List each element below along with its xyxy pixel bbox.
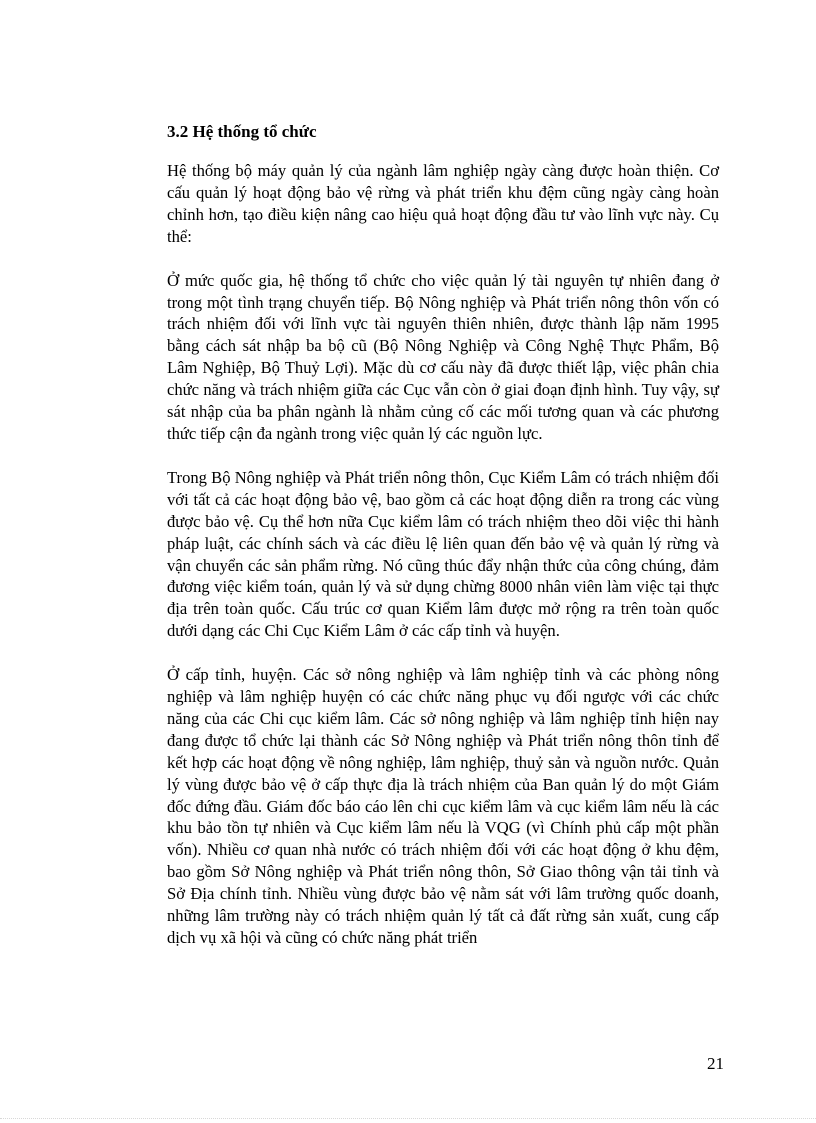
section-heading: 3.2 Hệ thống tổ chức <box>167 122 317 141</box>
document-body <box>167 118 719 949</box>
paragraph-organization-overview: Hệ thống bộ máy quản lý của ngành lâm nghiệp ngày càng được hoàn thiện. Cơ cấu quản lý hoạt động bảo vệ rừng và phát triển khu đệm cũng ngày càng hoàn chỉnh hơn, tạo điều kiện nâng cao hiệu quả hoạt động đầu tư vào lĩnh vực này. Cụ thể: <box>167 161 719 246</box>
page-number: 21 <box>707 1054 724 1073</box>
paragraph-provincial-district-level: Ở cấp tỉnh, huyện. Các sở nông nghiệp và lâm nghiệp tỉnh và các phòng nông nghiệp và lâm nghiệp huyện có các chức năng phục vụ đối ngược với các chức năng của các Chi cục kiểm lâm. Các sở nông nghiệp và lâm nghiệp tỉnh hiện nay đang được tổ chức lại thành các Sở Nông nghiệp và Phát triển nông thôn tỉnh để kết hợp các hoạt động về nông nghiệp, lâm nghiệp, thuỷ sản và nguồn nước. Quản lý vùng được bảo vệ ở cấp thực địa là trách nhiệm của Ban quản lý do một Giám đốc đứng đầu. Giám đốc báo cáo lên chi cục kiểm lâm và cục kiểm lâm nếu là các khu bảo tồn tự nhiên và Cục kiểm lâm nếu là VQG (vì Chính phủ cấp một phần vốn). Nhiều cơ quan nhà nước có trách nhiệm đối với các hoạt động ở khu đệm, bao gồm Sở Nông nghiệp và Phát triển nông thôn, Sở Giao thông vận tải tỉnh và Sở Địa chính tỉnh. Nhiều vùng được bảo vệ nằm sát với lâm trường quốc doanh, những lâm trường này có trách nhiệm quản lý tất cả đất rừng sản xuất, cung cấp dịch vụ xã hội và cũng có chức năng phát triển <box>167 665 719 947</box>
paragraph-national-level: Ở mức quốc gia, hệ thống tổ chức cho việc quản lý tài nguyên tự nhiên đang ở trong một tình trạng chuyển tiếp. Bộ Nông nghiệp và Phát triển nông thôn vốn có trách nhiệm đối với lĩnh vực tài nguyên thiên nhiên, được thành lập năm 1995 bằng cách sát nhập ba bộ cũ (Bộ Nông Nghiệp và Công Nghệ Thực Phẩm, Bộ Lâm Nghiệp, Bộ Thuỷ Lợi). Mặc dù cơ cấu này đã được thiết lập, việc phân chia chức năng và trách nhiệm giữa các Cục vẫn còn ở giai đoạn định hình. Tuy vậy, sự sát nhập của ba phân ngành là nhằm củng cố các mối tương quan và các phương thức tiếp cận đa ngành trong việc quản lý các nguồn lực. <box>167 270 719 443</box>
paragraph-forest-protection-department: Trong Bộ Nông nghiệp và Phát triển nông thôn, Cục Kiểm Lâm có trách nhiệm đối với tất cả các hoạt động bảo vệ, bao gồm cả các hoạt động diễn ra trong các vùng được bảo vệ. Cụ thể hơn nữa Cục kiểm lâm có trách nhiệm theo dõi việc thi hành pháp luật, các chính sách và các điều lệ liên quan đến bảo vệ và quản lý rừng và vận chuyển các sản phẩm rừng. Nó cũng thúc đẩy nhận thức của công chúng, đảm đương việc kiểm toán, quản lý và sử dụng chừng 8000 nhân viên làm việc tại thực địa trên toàn quốc. Cấu trúc cơ quan Kiểm lâm được mở rộng ra trên toàn quốc dưới dạng các Chi Cục Kiểm Lâm ở các cấp tỉnh và huyện. <box>167 467 719 641</box>
page-bottom-divider <box>0 1118 816 1120</box>
